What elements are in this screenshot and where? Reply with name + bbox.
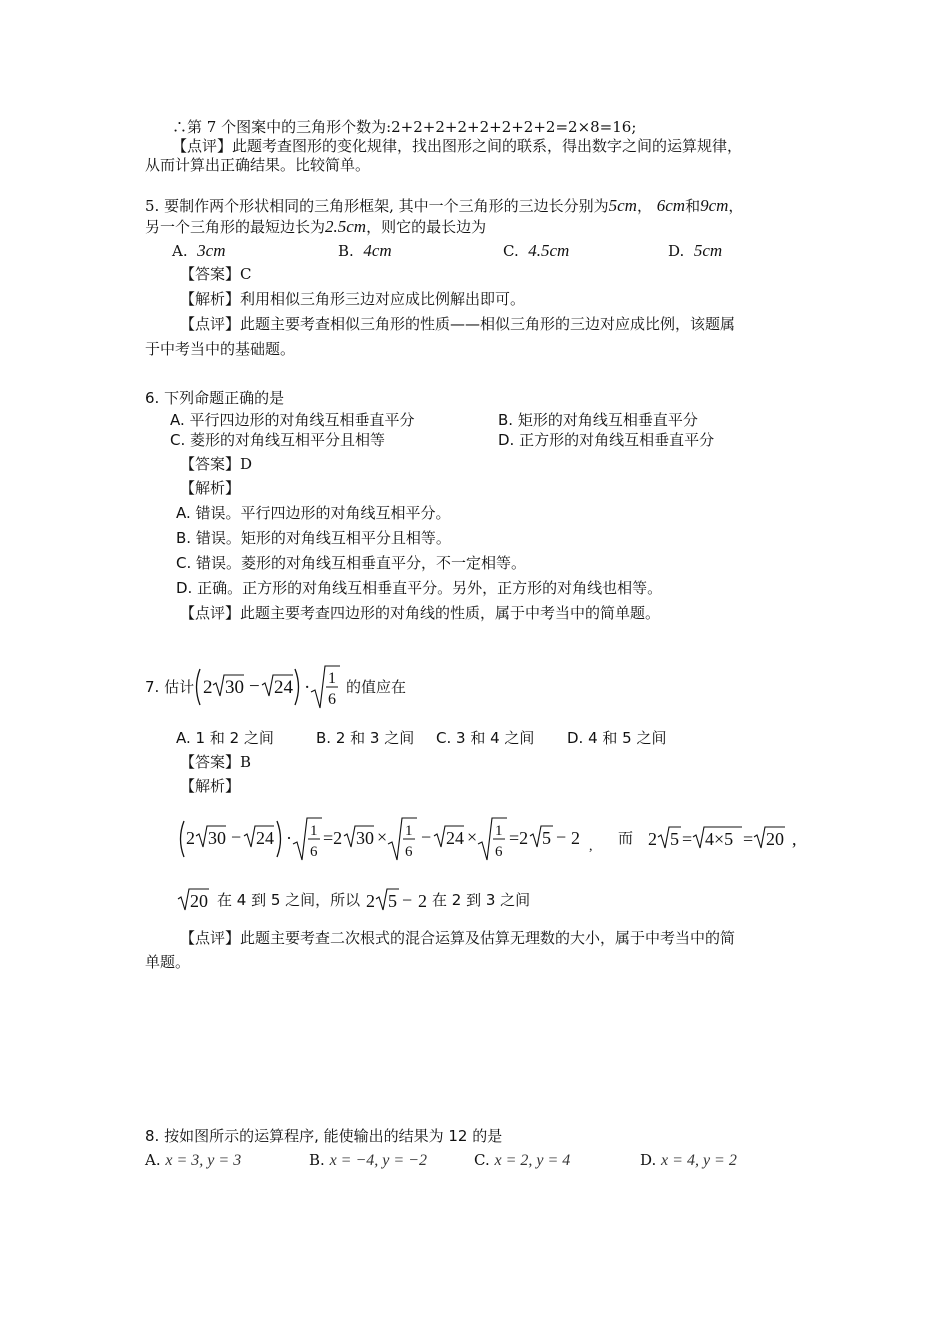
q8-stem: 8. 按如图所示的运算程序, 能使输出的结果为 12 的是 <box>145 1127 503 1145</box>
svg-text:30: 30 <box>356 828 374 848</box>
q7-answer: 【答案】B <box>180 753 252 771</box>
svg-text:1: 1 <box>328 670 336 687</box>
svg-text:6: 6 <box>328 691 336 708</box>
intro-line: ∴第 7 个图案中的三角形个数为:2+2+2+2+2+2+2+2=2×8=16; <box>172 118 637 136</box>
svg-text:·: · <box>304 677 311 698</box>
svg-text:5: 5 <box>670 829 679 849</box>
svg-text:·: · <box>286 828 292 848</box>
q7-sqrt20-equation <box>646 820 804 856</box>
q5-option-a: A. 3cm <box>172 241 226 260</box>
q7-line3-end: 在 2 到 3 之间 <box>432 891 531 909</box>
svg-text:30: 30 <box>208 828 226 848</box>
q6-option-a: A. 平行四边形的对角线互相垂直平分 <box>170 411 415 429</box>
q6-analysis-a: A. 错误。平行四边形的对角线互相平分。 <box>176 504 451 522</box>
q7-review-line-1: 【点评】此题主要考查二次根式的混合运算及估算无理数的大小，属于中考当中的简 <box>180 929 736 947</box>
q5-option-b: B. 4cm <box>338 241 392 260</box>
q7-analysis-equation <box>176 814 608 864</box>
svg-text:2: 2 <box>366 891 375 911</box>
q6-option-b: B. 矩形的对角线互相垂直平分 <box>498 411 698 429</box>
intro-review-line-2: 从而计算出正确结果。比较简单。 <box>145 156 371 174</box>
q5-analysis: 【解析】利用相似三角形三边对应成比例解出即可。 <box>180 290 526 308</box>
q8-option-d: D. x = 4, y = 2 <box>640 1151 737 1169</box>
svg-text:=2: =2 <box>509 828 529 848</box>
svg-text:24: 24 <box>274 677 293 698</box>
q5-option-d: D. 5cm <box>668 241 723 260</box>
q7-sqrt20 <box>176 884 216 916</box>
q6-analysis-label: 【解析】 <box>180 479 241 497</box>
q7-line3-mid: 在 4 到 5 之间，所以 <box>217 891 361 909</box>
q7-option-b: B. 2 和 3 之间 <box>316 729 415 747</box>
svg-text:4×5: 4×5 <box>705 829 734 849</box>
svg-text:2: 2 <box>418 891 427 911</box>
svg-text:2: 2 <box>186 828 195 848</box>
svg-text:6: 6 <box>310 844 318 860</box>
svg-text:,: , <box>589 839 593 854</box>
svg-text:2: 2 <box>203 677 213 698</box>
q8-option-b: B. x = −4, y = −2 <box>309 1151 427 1169</box>
svg-text:×: × <box>467 827 478 847</box>
svg-text:=: = <box>682 829 693 849</box>
svg-text:1: 1 <box>495 823 503 839</box>
q5-review-line-1: 【点评】此题主要考查相似三角形的性质——相似三角形的三边对应成比例，该题属 <box>180 315 736 333</box>
q7-stem-suffix: 的值应在 <box>346 678 407 696</box>
svg-text:−: − <box>556 827 567 847</box>
q7-expression <box>192 662 342 712</box>
q6-review: 【点评】此题主要考查四边形的对角线的性质，属于中考当中的简单题。 <box>180 604 661 622</box>
svg-text:−: − <box>421 827 432 847</box>
q6-option-d: D. 正方形的对角线互相垂直平分 <box>498 431 715 449</box>
q7-analysis-label: 【解析】 <box>180 777 241 795</box>
q7-review-line-2: 单题。 <box>145 953 191 971</box>
svg-text:1: 1 <box>310 823 318 839</box>
q7-option-c: C. 3 和 4 之间 <box>436 729 535 747</box>
q7-option-d: D. 4 和 5 之间 <box>567 729 667 747</box>
svg-text:−: − <box>402 890 413 910</box>
q5-answer: 【答案】C <box>180 265 252 283</box>
q6-analysis-b: B. 错误。矩形的对角线互相平分且相等。 <box>176 529 451 547</box>
svg-text:2: 2 <box>648 829 657 849</box>
svg-text:1: 1 <box>405 823 413 839</box>
svg-text:,: , <box>792 829 797 849</box>
svg-text:24: 24 <box>256 828 274 848</box>
svg-text:30: 30 <box>225 677 244 698</box>
intro-review-line-1: 【点评】此题考查图形的变化规律，找出图形之间的联系，得出数字之间的运算规律， <box>172 137 743 155</box>
svg-text:=2: =2 <box>323 828 343 848</box>
svg-text:6: 6 <box>495 844 503 860</box>
q5-review-line-2: 于中考当中的基础题。 <box>145 340 296 358</box>
q7-option-a: A. 1 和 2 之间 <box>176 729 274 747</box>
svg-text:2: 2 <box>571 828 580 848</box>
q6-analysis-d: D. 正确。正方形的对角线互相垂直平分。另外，正方形的对角线也相等。 <box>176 579 663 597</box>
svg-text:×: × <box>377 827 388 847</box>
svg-text:−: − <box>249 676 260 697</box>
q5-stem-line-1: 5. 要制作两个形状相同的三角形框架, 其中一个三角形的三边长分别为5cm， 6cm和9cm， <box>145 196 744 215</box>
svg-text:6: 6 <box>405 844 413 860</box>
svg-text:5: 5 <box>388 891 397 911</box>
svg-text:5: 5 <box>542 828 551 848</box>
q6-answer: 【答案】D <box>180 455 253 473</box>
svg-text:=: = <box>743 829 754 849</box>
svg-text:20: 20 <box>766 829 784 849</box>
q5-option-c: C. 4.5cm <box>503 241 570 260</box>
q7-stem-prefix: 7. 估计 <box>145 678 195 696</box>
svg-text:20: 20 <box>190 891 208 911</box>
q8-option-a: A. x = 3, y = 3 <box>145 1151 242 1169</box>
svg-text:24: 24 <box>446 828 464 848</box>
q6-stem: 6. 下列命题正确的是 <box>145 389 285 407</box>
q8-option-c: C. x = 2, y = 4 <box>474 1151 571 1169</box>
q5-stem-line-2: 另一个三角形的最短边长为2.5cm，则它的最长边为 <box>145 217 487 236</box>
q7-2sqrt5-minus-2 <box>364 884 432 916</box>
q6-option-c: C. 菱形的对角线互相平分且相等 <box>170 431 386 449</box>
svg-text:−: − <box>231 827 242 847</box>
q6-analysis-c: C. 错误。菱形的对角线互相垂直平分，不一定相等。 <box>176 554 527 572</box>
q7-er: 而 <box>618 829 634 847</box>
